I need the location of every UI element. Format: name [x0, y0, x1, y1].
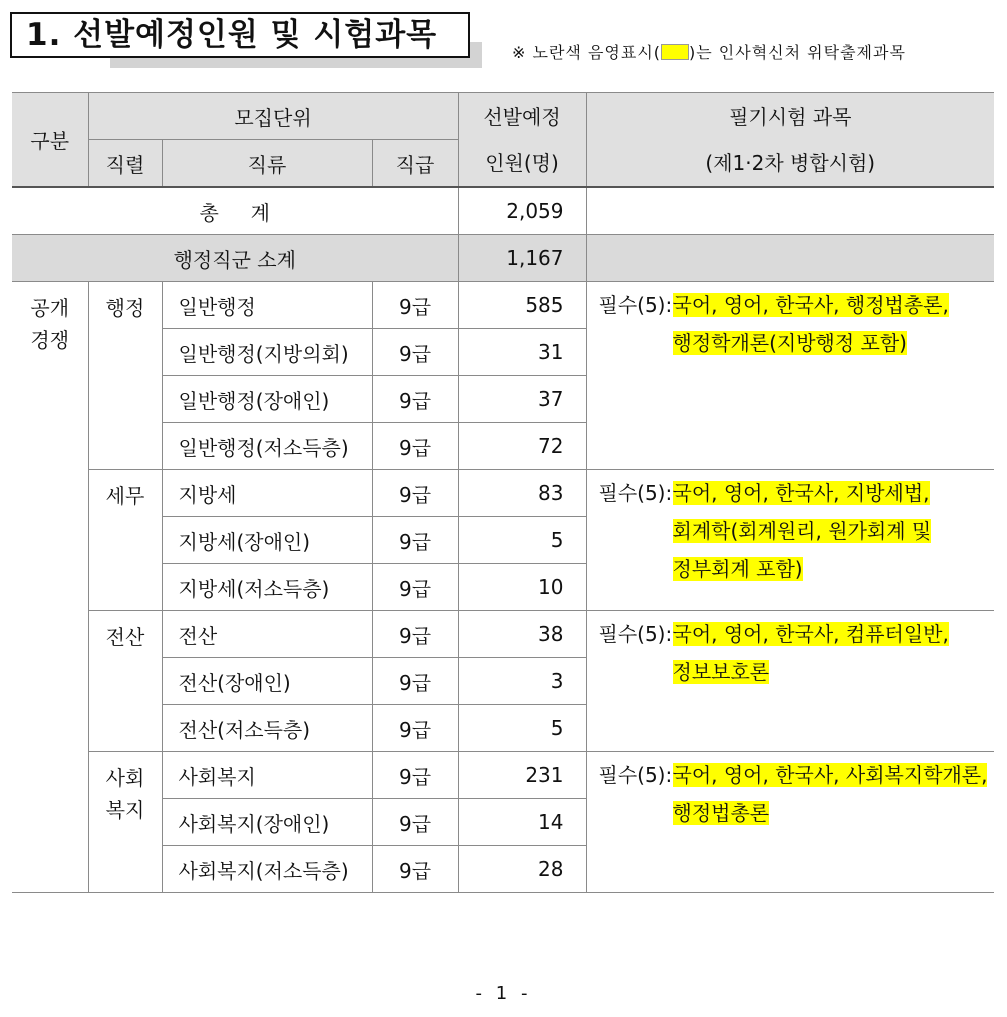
legend-note-prefix: ※ 노란색 음영표시( — [512, 43, 662, 62]
table-header-row-1 — [12, 93, 994, 140]
count-cell: 38 — [458, 611, 586, 658]
subject-line: 국어, 영어, 한국사, 지방세법, — [672, 481, 930, 505]
subjects-cell — [586, 470, 994, 611]
class-cell: 사회복지(장애인) — [162, 799, 372, 846]
grade-cell: 9급 — [372, 658, 458, 705]
class-cell: 전산(장애인) — [162, 658, 372, 705]
series-line2: 복지 — [105, 798, 145, 822]
class-cell: 사회복지 — [162, 752, 372, 799]
header-category: 구분 — [12, 93, 88, 188]
count-cell: 83 — [458, 470, 586, 517]
category-line1: 공개 — [30, 296, 70, 320]
series-cell: 행정 — [88, 282, 162, 470]
count-cell: 231 — [458, 752, 586, 799]
subtotal-value: 1,167 — [458, 235, 586, 282]
count-cell: 3 — [458, 658, 586, 705]
subject-label: 필수(5): — [598, 622, 673, 646]
count-cell: 585 — [458, 282, 586, 329]
header-subjects-line2: (제1·2차 병합시험) — [705, 150, 876, 175]
class-cell: 전산(저소득층) — [162, 705, 372, 752]
header-count-line1: 선발예정 — [483, 104, 561, 129]
yellow-legend-swatch — [661, 44, 689, 60]
subject-label: 필수(5): — [598, 293, 673, 317]
class-cell: 일반행정(저소득층) — [162, 423, 372, 470]
subtotal-row — [12, 235, 994, 282]
count-cell: 28 — [458, 846, 586, 893]
count-cell: 14 — [458, 799, 586, 846]
class-cell: 일반행정(지방의회) — [162, 329, 372, 376]
recruitment-table — [12, 92, 994, 893]
header-grade: 직급 — [372, 140, 458, 188]
count-cell: 5 — [458, 705, 586, 752]
grade-cell: 9급 — [372, 799, 458, 846]
grade-cell: 9급 — [372, 423, 458, 470]
table-row — [12, 470, 994, 517]
header-subjects-line1: 필기시험 과목 — [729, 104, 852, 129]
subtotal-subjects-empty — [586, 235, 994, 282]
subject-line: 정보보호론 — [672, 660, 770, 684]
header-recruit-unit: 모집단위 — [88, 93, 458, 140]
class-cell: 일반행정 — [162, 282, 372, 329]
class-cell: 전산 — [162, 611, 372, 658]
total-subjects-empty — [586, 187, 994, 235]
grade-cell: 9급 — [372, 470, 458, 517]
class-cell: 일반행정(장애인) — [162, 376, 372, 423]
header-count — [458, 93, 586, 188]
series-cell: 전산 — [88, 611, 162, 752]
subject-line: 회계학(회계원리, 원가회계 및 — [672, 519, 932, 543]
series-line1: 사회 — [105, 766, 145, 790]
count-cell: 5 — [458, 517, 586, 564]
grade-cell: 9급 — [372, 611, 458, 658]
subject-line: 국어, 영어, 한국사, 사회복지학개론, — [672, 763, 988, 787]
total-label: 총 계 — [12, 187, 458, 235]
grade-cell: 9급 — [372, 564, 458, 611]
header-class: 직류 — [162, 140, 372, 188]
grade-cell: 9급 — [372, 329, 458, 376]
series-cell — [88, 752, 162, 893]
subjects-cell — [586, 611, 994, 752]
subject-line: 행정학개론(지방행정 포함) — [672, 331, 907, 355]
total-row — [12, 187, 994, 235]
subject-label: 필수(5): — [598, 481, 673, 505]
series-cell: 세무 — [88, 470, 162, 611]
subject-line: 정부회계 포함) — [672, 557, 803, 581]
total-value: 2,059 — [458, 187, 586, 235]
legend-note-suffix: )는 인사혁신처 위탁출제과목 — [689, 43, 906, 62]
subtotal-label: 행정직군 소계 — [12, 235, 458, 282]
grade-cell: 9급 — [372, 376, 458, 423]
header-subjects — [586, 93, 994, 188]
grade-cell: 9급 — [372, 846, 458, 893]
page-number: - 1 - — [475, 983, 532, 1004]
class-cell: 지방세(장애인) — [162, 517, 372, 564]
table-row — [12, 611, 994, 658]
table-row — [12, 282, 994, 329]
subjects-cell — [586, 282, 994, 470]
count-cell: 10 — [458, 564, 586, 611]
grade-cell: 9급 — [372, 705, 458, 752]
header-count-line2: 인원(명) — [485, 150, 559, 175]
legend-note — [512, 40, 906, 63]
category-line2: 경쟁 — [30, 328, 70, 352]
subject-label: 필수(5): — [598, 763, 673, 787]
header-series: 직렬 — [88, 140, 162, 188]
class-cell: 사회복지(저소득층) — [162, 846, 372, 893]
count-cell: 72 — [458, 423, 586, 470]
category-cell — [12, 282, 88, 893]
count-cell: 31 — [458, 329, 586, 376]
subject-line: 국어, 영어, 한국사, 행정법총론, — [672, 293, 949, 317]
subjects-cell — [586, 752, 994, 893]
grade-cell: 9급 — [372, 752, 458, 799]
page-title: 1. 선발예정인원 및 시험과목 — [10, 12, 470, 58]
subject-line: 국어, 영어, 한국사, 컴퓨터일반, — [672, 622, 949, 646]
class-cell: 지방세 — [162, 470, 372, 517]
subject-line: 행정법총론 — [672, 801, 770, 825]
table-row — [12, 752, 994, 799]
count-cell: 37 — [458, 376, 586, 423]
grade-cell: 9급 — [372, 517, 458, 564]
class-cell: 지방세(저소득층) — [162, 564, 372, 611]
grade-cell: 9급 — [372, 282, 458, 329]
